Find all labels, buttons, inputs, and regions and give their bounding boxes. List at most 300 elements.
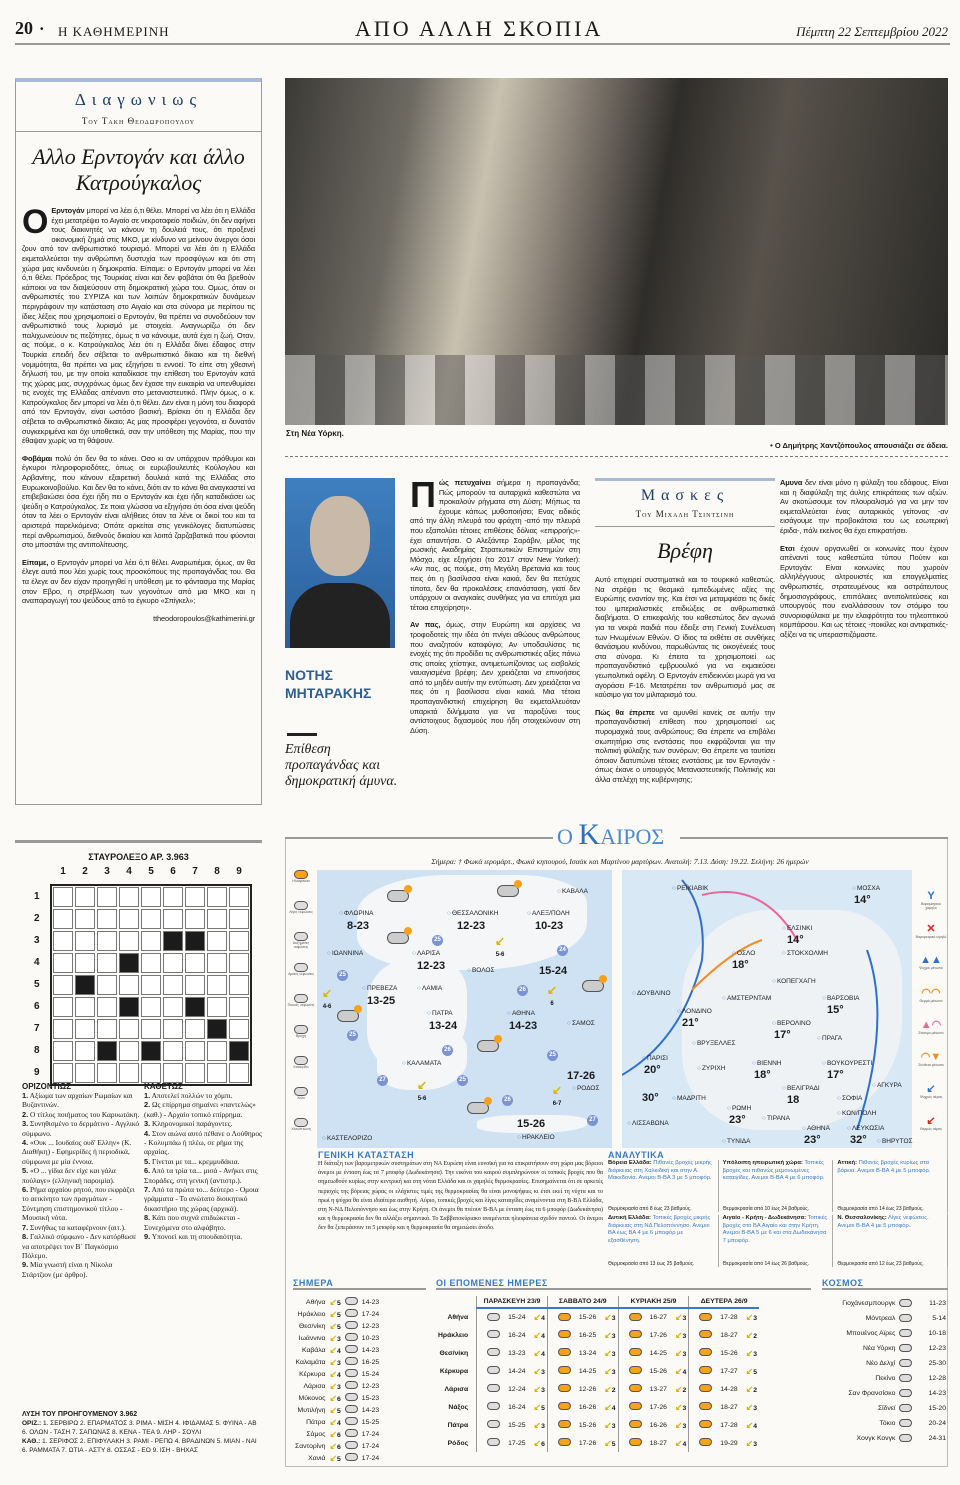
sea-temperature-badge: 25 (432, 935, 443, 946)
crossword-grid[interactable] (50, 884, 252, 1086)
divider (285, 456, 948, 457)
row-number: 3 (34, 935, 40, 946)
row-number: 2 (34, 913, 40, 924)
section-heading: ΣΗΜΕΡΑ (293, 1278, 426, 1290)
diagonios-column (15, 78, 262, 805)
crossword-cell[interactable] (185, 909, 205, 929)
map-city-label: ○ ΠΡΑΓΑ (817, 1035, 842, 1043)
city-name: Γιοχάνεσμπουργκ (842, 1300, 896, 1307)
region-description (608, 1160, 716, 1183)
black-cell (229, 1041, 249, 1061)
crossword-cell[interactable] (119, 975, 139, 995)
crossword-cell[interactable] (53, 953, 73, 973)
crossword-cell[interactable] (75, 953, 95, 973)
icon-cell (547, 1434, 573, 1452)
crossword-cell[interactable] (53, 1019, 73, 1039)
sea-temperature-badge: 25 (457, 1075, 468, 1086)
legend-label: Βροχή (296, 1034, 306, 1038)
map-temperature: 32° (850, 1134, 867, 1146)
clue-text: Μία γνωστή είναι η Νίκολα Στάρτζιον (με άρθρο). (22, 1260, 113, 1279)
crossword-cell[interactable] (229, 887, 249, 907)
table-header-row (436, 1296, 759, 1308)
lead-word: Ετσι (780, 543, 795, 553)
wind-arrow-icon: ↙ 6 (547, 983, 558, 1007)
wind-cell (532, 1326, 548, 1344)
cloud-icon (294, 1087, 308, 1096)
crossword-cell[interactable] (229, 975, 249, 995)
wind-arrow-icon: ↙ 6-7 (552, 1083, 563, 1107)
sun-icon (294, 870, 308, 879)
map-city-label: ○ ΒΑΡΣΟΒΙΑ (822, 995, 860, 1003)
map-city-label: ○ ΘΕΣΣΑΛΟΝΙΚΗ (447, 910, 499, 918)
map-city-label: ○ ΦΛΩΡΙΝΑ (339, 910, 374, 918)
wind-arrow-icon: ↙ (329, 1356, 338, 1367)
map-temperature: 18 (787, 1094, 800, 1106)
temperature-range: 17-24 (361, 1442, 380, 1450)
crossword-cell[interactable] (119, 1019, 139, 1039)
sea-temperature-badge: 27 (587, 1115, 598, 1126)
cloud-icon (487, 1366, 500, 1374)
cloud-icon (899, 1329, 912, 1337)
wind-force: 5 (541, 1404, 545, 1412)
crossword-cell[interactable] (229, 909, 249, 929)
clue-number: 2. (144, 1100, 151, 1110)
clue (144, 1232, 262, 1241)
crossword-cell[interactable] (229, 953, 249, 973)
column-title: Διαγωνιως (74, 90, 203, 109)
front-symbol-icon: ✕ (926, 923, 936, 935)
wind-force: 3 (611, 1315, 616, 1322)
table-row (436, 1416, 759, 1434)
crossword-cell[interactable] (53, 909, 73, 929)
wind-force: 5 (337, 1407, 341, 1415)
crossword-cell[interactable] (119, 909, 139, 929)
crossword-cell[interactable] (97, 909, 117, 929)
black-cell (141, 1041, 161, 1061)
icon-cell (477, 1344, 503, 1362)
crossword-column-numbers (52, 866, 250, 877)
wind-cell (602, 1344, 618, 1362)
wind-force: 5 (337, 1311, 341, 1319)
crossword-cell[interactable] (53, 931, 73, 951)
clue (144, 1100, 262, 1119)
crossword-cell[interactable] (53, 1041, 73, 1061)
wind-arrow-icon: ↙ (329, 1368, 338, 1379)
wind-cell (673, 1326, 689, 1344)
city-name: Ηράκλειο (297, 1310, 326, 1318)
icon-cell (343, 1380, 360, 1392)
temperature-range: 14-23 (928, 1390, 946, 1397)
table-row (293, 1356, 381, 1368)
icon-cell (477, 1362, 503, 1380)
crossword-cell[interactable] (207, 953, 227, 973)
crossword-cell[interactable] (185, 953, 205, 973)
crossword-cell[interactable] (53, 1063, 73, 1083)
clue (144, 1166, 262, 1185)
temperature-range: 17-24 (361, 1454, 380, 1462)
clue (22, 1138, 140, 1166)
wind-cell (602, 1434, 618, 1452)
legend-item (287, 1025, 315, 1056)
wind-force: 4 (541, 1350, 545, 1358)
legend-item (915, 986, 947, 1018)
legend-item (287, 994, 315, 1025)
map-city-label: ○ ΔΟΥΒΛΙΝΟ (632, 990, 671, 998)
icon-cell (897, 1326, 919, 1341)
sea-temperature-badge: 25 (547, 1050, 558, 1061)
author-email[interactable]: ttheodoropoulos@kathimerini.gr (153, 613, 255, 623)
temperature-range: 17-26 (649, 1331, 667, 1339)
column-number: 3 (104, 866, 110, 877)
crossword-cell[interactable] (141, 1019, 161, 1039)
clue (144, 1119, 262, 1128)
crossword-row-numbers (34, 887, 40, 1085)
crossword-cell[interactable] (97, 975, 117, 995)
cloud-icon (487, 1438, 500, 1446)
down-clues (144, 1082, 262, 1242)
temperature-range: 15-26 (720, 1349, 738, 1357)
crossword-cell[interactable] (141, 1063, 161, 1083)
map-city-label: ○ ΚΑΒΑΛΑ (557, 888, 588, 896)
cloud-icon (899, 1374, 912, 1382)
crossword-cell[interactable] (75, 1041, 95, 1061)
temperature-range: 17-25 (508, 1439, 526, 1447)
cloud-icon (487, 1420, 500, 1428)
wind-arrow-icon: ↙ (674, 1383, 683, 1394)
city-name: Πάτρα (447, 1421, 469, 1429)
icon-cell (547, 1308, 573, 1326)
cloud-icon (294, 1118, 308, 1127)
table-row (822, 1326, 948, 1341)
newspaper-name: Η ΚΑΘΗΜΕΡΙΝΗ (58, 24, 170, 39)
crossword-cell[interactable] (207, 931, 227, 951)
region-temperature: Θερμοκρασία από 12 έως 23 βαθμούς. (837, 1261, 924, 1267)
wind-force: 3 (337, 1335, 341, 1343)
sea-temperature-badge: 26 (502, 1095, 513, 1106)
bullet-icon: • (40, 24, 44, 35)
wind-arrow-icon: ↙ 4-6 (322, 986, 333, 1010)
region-text: Τοπικές βροχές και πιθανώς μεμονωμένες καταιγίδες. Ανεμοι Β-ΒΑ 4 με 6 μποφόρ. (722, 1160, 825, 1182)
crossword-cell[interactable] (163, 1041, 183, 1061)
temperature-range: 5-14 (932, 1315, 946, 1322)
crossword-cell[interactable] (185, 975, 205, 995)
crossword-cell[interactable] (185, 1041, 205, 1061)
wind-force: 3 (611, 1422, 616, 1430)
wind-arrow-icon: ↙ (329, 1344, 338, 1355)
map-temperature: 13-24 (429, 1020, 458, 1032)
crossword-cell[interactable] (119, 931, 139, 951)
icon-cell (689, 1380, 715, 1398)
black-cell (207, 1019, 227, 1039)
crossword-cell[interactable] (229, 931, 249, 951)
region-forecast (723, 1215, 834, 1267)
crossword-cell[interactable] (229, 1063, 249, 1083)
section-title: ΑΠΟ ΑΛΛΗ ΣΚΟΠΙΑ (355, 16, 604, 41)
crossword-cell[interactable] (163, 1019, 183, 1039)
sun-icon (699, 1402, 712, 1410)
map-temperature: 8-23 (347, 920, 370, 932)
section-heading: ΑΝΑΛΥΤΙΚΑ (608, 1150, 665, 1160)
crossword-cell[interactable] (229, 1019, 249, 1039)
icon-cell (897, 1431, 919, 1446)
wind-force: 5 (337, 1455, 341, 1463)
clue (22, 1091, 140, 1110)
map-temperature: 17-26 (567, 1070, 596, 1082)
crossword-cell[interactable] (97, 887, 117, 907)
icon-cell (547, 1362, 573, 1380)
sun-icon (558, 1402, 571, 1410)
wind-arrow-icon: ↙ (674, 1401, 683, 1412)
legend-label: Σύνθετο μέτωπο (918, 1063, 944, 1067)
wind-force: 4 (541, 1315, 545, 1322)
icon-cell (547, 1344, 573, 1362)
wind-force: 3 (753, 1404, 758, 1412)
crossword-cell[interactable] (141, 975, 161, 995)
legend-item (287, 1087, 315, 1118)
crossword-cell[interactable] (53, 975, 73, 995)
map-temperature: 18° (754, 1069, 771, 1081)
legend-label: Καταιγίδα (293, 1065, 309, 1069)
wind-cell (327, 1344, 342, 1356)
crossword-cell[interactable] (53, 887, 73, 907)
map-city-label: ○ ΒΗΡΥΤΟΣ (877, 1138, 913, 1146)
paragraph: Αυτό επιχειρεί συστηματικά και το τουρκικό καθεστώς. Να στρέψει τις θεσμικά εμπεδωμένες αξίες της Ευρώπης εναντίον της. Και έτσι να μεταμφιέσει τις δικές του ιμπεριαλιστικές επιδιώξεις σε ανθρωπιστικά διαβήματα. Ο επικεφαλής του καθεστώτος δεν αγωνιά για τα νεκρά παιδιά που έδειξε στη Γενική Συνέλευση των Ηνωμένων Εθνών. Ο ίδιος τα εκθέτει σε συνθήκες θανάσιμου κινδύνου, παρωθώντας τις οικογένειές τους στα σύνορα. Κι έπειτα τα χρησιμοποιεί ως προπαγανδιστικό εμβρυουλκό για να εκμαιεύσει γεωπολιτικά οφέλη. Ο Ερντογάν επιδεικνύει μωρά για να αγοράσει F-16. Μετατρέπει τον ανθρωπισμό μας σε καύσιμο για τον μιλιταρισμό του. (595, 575, 775, 700)
clue (144, 1157, 262, 1166)
crossword-cell[interactable] (185, 1019, 205, 1039)
wind-force: 3 (753, 1350, 758, 1358)
crossword-cell[interactable] (141, 953, 161, 973)
legend-label: Λίγες νεφώσεις (289, 910, 313, 914)
clue-number: 9. (144, 1232, 151, 1242)
temperature-range: 16-24 (508, 1403, 526, 1411)
city-name: Πεκίνο (875, 1375, 896, 1382)
wind-arrow-icon: ↙ (329, 1320, 338, 1331)
title-part: ΑΙΡΟΣ (600, 824, 665, 849)
city-name: Κέρκυρα (299, 1370, 326, 1378)
crossword-cell[interactable] (141, 887, 161, 907)
crossword-cell[interactable] (229, 997, 249, 1017)
crossword-cell[interactable] (75, 887, 95, 907)
crossword-cell[interactable] (207, 975, 227, 995)
crossword-cell[interactable] (163, 887, 183, 907)
legend-item (915, 1082, 947, 1114)
crossword-cell[interactable] (207, 997, 227, 1017)
wind-cell (327, 1452, 342, 1464)
legend-label: Θερμό μέτωπο (919, 999, 943, 1003)
crossword-cell[interactable] (141, 931, 161, 951)
map-city-label: ○ ΠΑΡΙΣΙ (642, 1055, 668, 1063)
sun-icon (629, 1366, 642, 1374)
icon-cell (343, 1416, 360, 1428)
wind-arrow-icon: ↙ 5-6 (417, 1078, 428, 1102)
header-blank (436, 1296, 477, 1308)
crossword-cell[interactable] (75, 931, 95, 951)
crossword-cell[interactable] (119, 887, 139, 907)
wind-force: 3 (682, 1404, 687, 1412)
city-name: Καλαμάτα (295, 1358, 326, 1366)
crossword-cell[interactable] (97, 1063, 117, 1083)
crossword-cell[interactable] (163, 997, 183, 1017)
icon-cell (689, 1308, 715, 1326)
front-symbol-icon: ▲▲ (920, 954, 942, 966)
page-number: 20 (15, 18, 33, 38)
map-city-label: ○ ΠΑΤΡΑ (427, 1010, 453, 1018)
table-row (293, 1452, 381, 1464)
crossword-cell[interactable] (207, 909, 227, 929)
table-row (293, 1344, 381, 1356)
wind-cell (673, 1344, 689, 1362)
cloud-icon (487, 1384, 500, 1392)
paragraph: δεν είναι μόνο η φύλαξη του εδάφους. Είναι και η διαφύλαξη της άυλης επικράτειας των αξιών. Αν σκοτώσουμε τον πλουραλισμό για να μην τον εκμεταλλεύεται ένας αυταρκικός γείτονας -αν εισάγουμε την προβοκάτσια του ως εσωτερική έριδα-, πάλι εκείνος θα έχει επικρατήσει. (780, 478, 948, 535)
cloud-icon (487, 1348, 500, 1356)
wind-arrow-icon: ↙ (674, 1312, 683, 1322)
temperature-range: 19-29 (720, 1439, 738, 1447)
map-city-label: ○ ΛΕΥΚΩΣΙΑ (847, 1125, 884, 1133)
temperature-range: 16-27 (649, 1314, 667, 1321)
sun-icon (558, 1330, 571, 1338)
crossword-cell[interactable] (97, 1019, 117, 1039)
cloud-icon (345, 1357, 358, 1365)
table-row (822, 1401, 948, 1416)
crossword-cell[interactable] (185, 1063, 205, 1083)
region-forecast (608, 1160, 719, 1212)
column-number: 8 (214, 866, 220, 877)
crossword-cell[interactable] (53, 997, 73, 1017)
clue-text: Από τα τρία τα... μισά - Ανήκει στις Σποράδες, στη γενική (αντιστρ.). (144, 1166, 258, 1185)
crossword-cell[interactable] (97, 931, 117, 951)
sun-icon (558, 1313, 571, 1321)
city-name: Νέα Υόρκη (863, 1345, 896, 1352)
map-city-label: ○ ΑΘΗΝΑ (802, 1125, 830, 1133)
column-author: Του Τακη Θεοδωροπουλου (81, 116, 196, 126)
icon-cell (343, 1440, 360, 1452)
crossword-cell[interactable] (207, 1041, 227, 1061)
crossword-cell[interactable] (185, 887, 205, 907)
crossword-cell[interactable] (97, 997, 117, 1017)
black-cell (97, 1041, 117, 1061)
legend-label: Βαρομετρικό υψηλό (915, 935, 947, 939)
map-city-label: ○ ΒΟΥΚΟΥΡΕΣΤΙ (822, 1060, 872, 1068)
temperature-range: 18-27 (720, 1403, 738, 1411)
crossword-cell[interactable] (163, 975, 183, 995)
wind-cell (327, 1332, 342, 1344)
map-temperature: 18° (732, 959, 749, 971)
crossword-cell[interactable] (97, 953, 117, 973)
city-name: Μυτιλήνη (297, 1406, 326, 1414)
crossword-cell[interactable] (75, 997, 95, 1017)
front-symbol-icon: ▲◠ (920, 1019, 942, 1031)
icon-cell (689, 1344, 715, 1362)
legend-label: Χιόνι (297, 1096, 305, 1100)
city-name: Σίδνεϊ (877, 1405, 896, 1412)
wind-force: 3 (753, 1315, 758, 1322)
wind-cell (532, 1380, 548, 1398)
map-city-label: ○ ΣΑΜΟΣ (567, 1020, 595, 1028)
wind-force: 6 (550, 1001, 554, 1007)
europe-legend (915, 890, 947, 1146)
temperature-range: 10-18 (928, 1330, 946, 1337)
wind-force: 6 (337, 1443, 341, 1451)
column-number: 5 (148, 866, 154, 877)
cloud-icon (582, 980, 604, 992)
crossword-cell[interactable] (75, 909, 95, 929)
crossword-cell[interactable] (75, 1019, 95, 1039)
crossword-cell[interactable] (141, 997, 161, 1017)
wind-cell (602, 1308, 618, 1326)
wind-cell (602, 1362, 618, 1380)
region-temperature: Θερμοκρασία από 10 έως 24 βαθμούς. (722, 1206, 810, 1212)
sea-temperature-badge: 27 (377, 1075, 388, 1086)
legend-label: Ψυχρό μέτωπο (919, 966, 943, 970)
map-temperature: 23° (804, 1134, 821, 1146)
cloud-icon (899, 1344, 912, 1352)
table-row (293, 1368, 381, 1380)
clue-number: 9. (22, 1260, 29, 1270)
crossword-cell[interactable] (207, 1063, 227, 1083)
region-description (723, 1215, 831, 1245)
legend-item (915, 890, 947, 922)
wind-cell (327, 1428, 342, 1440)
table-row (822, 1371, 948, 1386)
cloud-icon (294, 1056, 308, 1065)
clue (22, 1185, 140, 1223)
wind-arrow-icon: ↙ (745, 1312, 754, 1322)
crossword-cell[interactable] (119, 1041, 139, 1061)
lead-word: Αμυνα (780, 478, 803, 487)
article-headline: Βρέφη (657, 538, 713, 563)
sun-icon (629, 1438, 642, 1446)
wind-force: 2 (753, 1386, 758, 1394)
sun-icon (699, 1330, 712, 1338)
map-temperature: 10-23 (535, 920, 564, 932)
solution-title: ΛΥΣΗ ΤΟΥ ΠΡΟΗΓΟΥΜΕΝΟΥ 3.962 (22, 1411, 138, 1418)
region-description (723, 1160, 831, 1183)
crossword-cell[interactable] (75, 1063, 95, 1083)
row-number: 4 (34, 957, 40, 968)
lead-word: Αν πας, (410, 620, 441, 630)
sun-icon (699, 1420, 712, 1428)
temperature-range: 13-24 (578, 1349, 597, 1357)
clue-text: Αποτελεί πολλών το χόμπι. (151, 1091, 233, 1100)
crossword-cell[interactable] (207, 887, 227, 907)
region-name: Ν. Θεσσαλονίκης: (837, 1215, 887, 1221)
sun-icon (629, 1402, 642, 1410)
paragraph: να αμυνθεί κανείς σε αυτήν την προπαγανδιστική επίθεση που χρησιμοποιεί ως πυρομαχικά τους ανθρώπους; Θα έπρεπε να επιβάλει σιωπητήριο στις ενστάσεις που εκφράζονται για την πολιτική φύλαξης των συνόρων; Θα έπρεπε να ταυτίσει όποιον διατυπώνει τέτοιες ενστάσεις με τον Ερντογάν - όπως έκανε ο υπουργός Μεταναστευτικής Πολιτικής και άλλα στελέχη της κυβέρνησης; (595, 707, 775, 784)
map-city-label: ○ ΗΡΑΚΛΕΙΟ (517, 1134, 555, 1142)
region-name: Αττική: (837, 1160, 858, 1166)
divider (287, 733, 317, 736)
city-name: Καβάλα (302, 1346, 326, 1354)
news-photo (285, 78, 948, 425)
detailed-forecast (608, 1150, 948, 1267)
crossword-cell[interactable] (163, 1063, 183, 1083)
article-body (16, 204, 261, 633)
crossword-cell[interactable] (163, 909, 183, 929)
legend-item (287, 1118, 315, 1149)
row-number: 5 (34, 979, 40, 990)
clue-number: 1. (22, 1091, 29, 1100)
city-name: Ιωάννινα (298, 1334, 326, 1342)
crossword-cell[interactable] (119, 1063, 139, 1083)
clue-text: Γαλλικό σύμφωνο - Δεν κατόρθωσε να αποτρέψει τον Β΄ Παγκόσμιο Πόλεμο. (22, 1232, 137, 1260)
wind-cell (673, 1434, 689, 1452)
crossword-cell[interactable] (163, 953, 183, 973)
crossword-cell[interactable] (141, 909, 161, 929)
section-heading: ΟΙ ΕΠΟΜΕΝΕΣ ΗΜΕΡΕΣ (436, 1278, 811, 1290)
map-city-label: ○ ΟΣΛΟ (732, 950, 755, 958)
temperature-range: 14-23 (361, 1298, 380, 1306)
lead-word: Πώς θα έπρεπε (595, 707, 655, 717)
